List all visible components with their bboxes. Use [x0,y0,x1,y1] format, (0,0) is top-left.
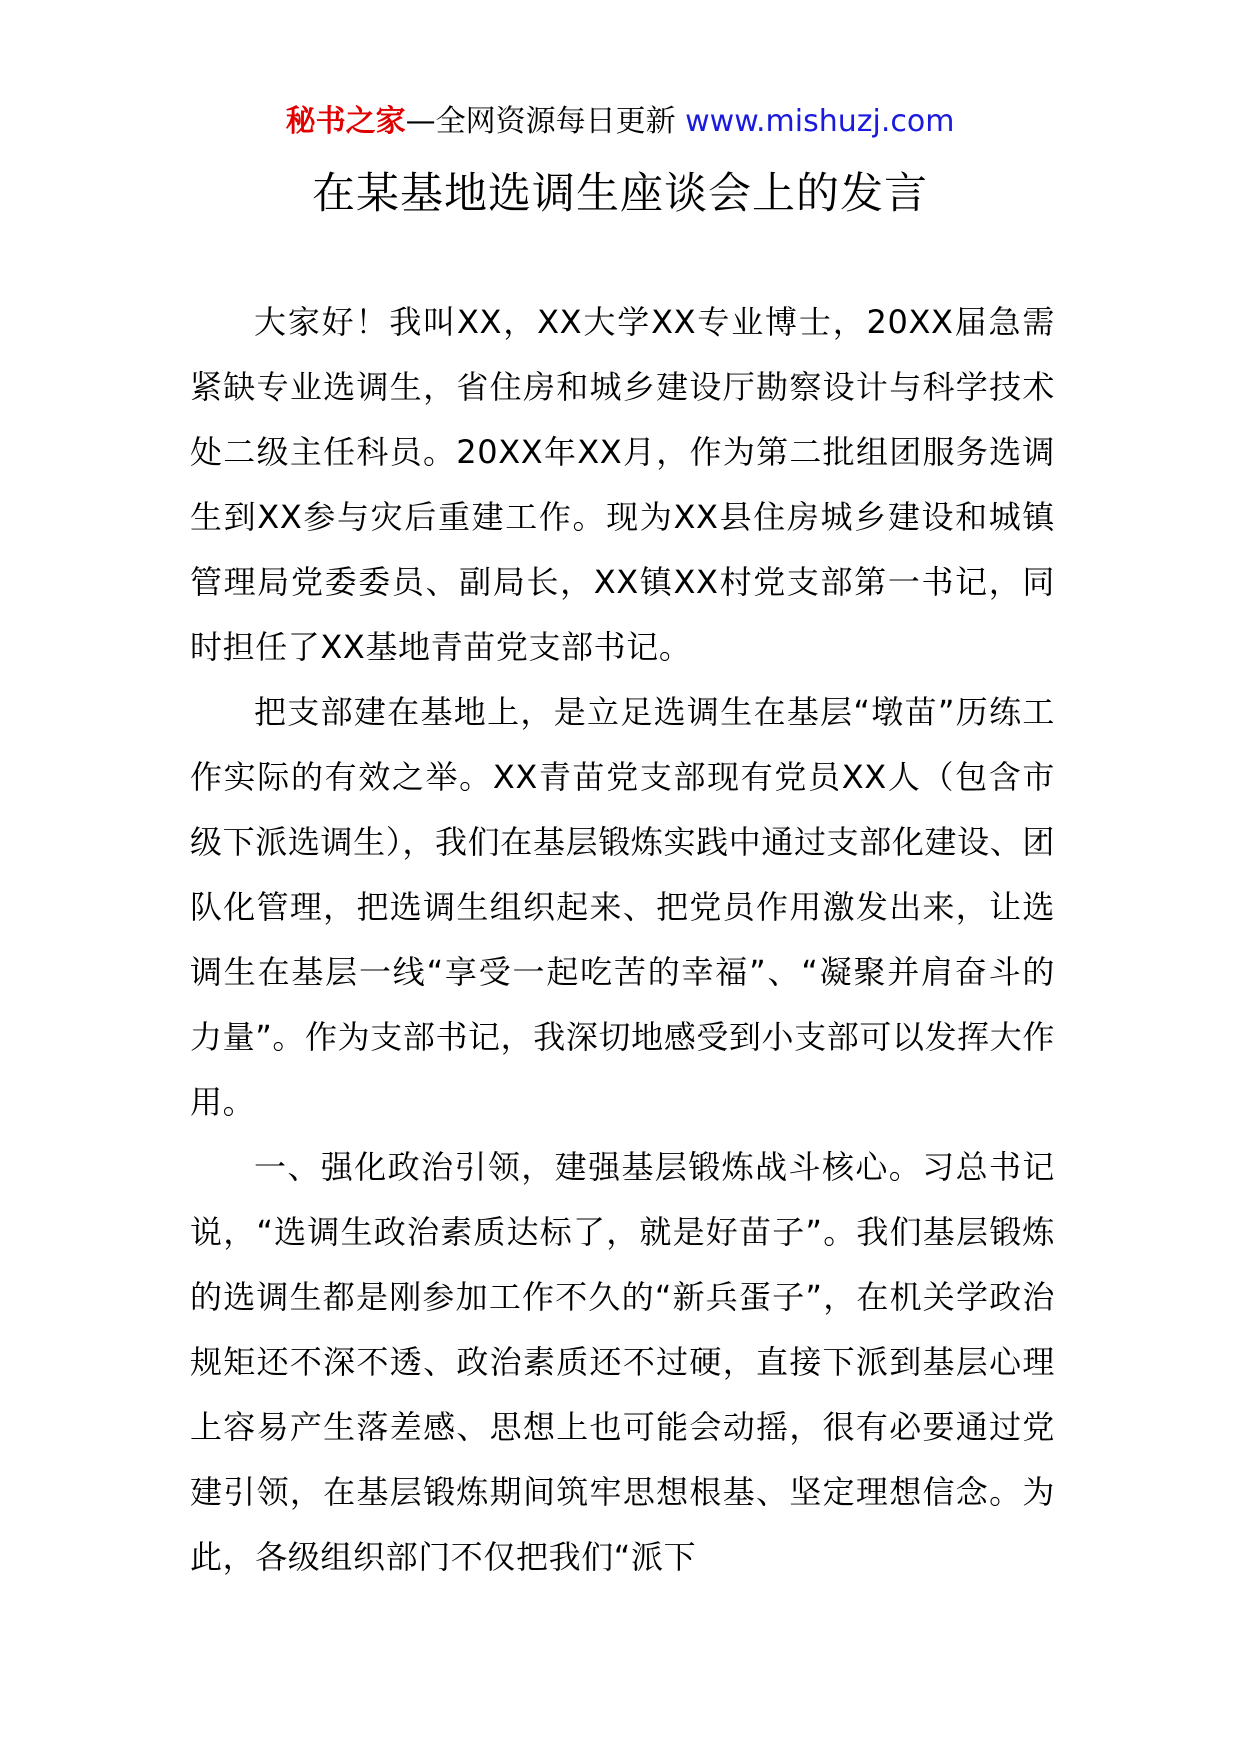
paragraph-intro: 大家好！我叫XX，XX大学XX专业博士，20XX届急需紧缺专业选调生，省住房和城乡建设厅勘察设计与科学技术处二级主任科员。20XX年XX月，作为第二批组团服务选调生到XX参与灾后重建工作。现为XX县住房城乡建设和城镇管理局党委委员、副局长，XX镇XX村党支部第一书记，同时担任了XX基地青苗党支部书记。 [190,303,1055,666]
document-body [190,290,1055,1590]
site-url-link[interactable]: www.mishuzj.com [685,104,955,139]
document-title: 在某基地选调生座谈会上的发言 [312,169,928,219]
site-brand: 秘书之家 [285,104,406,139]
paragraph-branch: 把支部建在基地上，是立足选调生在基层“墩苗”历练工作实际的有效之举。XX青苗党支部现有党员XX人（包含市级下派选调生），我们在基层锻炼实践中通过支部化建设、团队化管理，把选调生组织起来、把党员作用激发出来，让选调生在基层一线“享受一起吃苦的幸福”、“凝聚并肩奋斗的力量”。作为支部书记，我深切地感受到小支部可以发挥大作用。 [190,693,1055,1121]
paragraph-section-one: 一、强化政治引领，建强基层锻炼战斗核心。习总书记说，“选调生政治素质达标了，就是好苗子”。我们基层锻炼的选调生都是刚参加工作不久的“新兵蛋子”，在机关学政治规矩还不深不透、政治素质还不过硬，直接下派到基层心理上容易产生落差感、思想上也可能会动摇，很有必要通过党建引领，在基层锻炼期间筑牢思想根基、坚定理想信念。为此，各级组织部门不仅把我们“派下 [190,1148,1055,1576]
site-tagline: —全网资源每日更新 [405,104,686,139]
site-header [0,100,1240,144]
